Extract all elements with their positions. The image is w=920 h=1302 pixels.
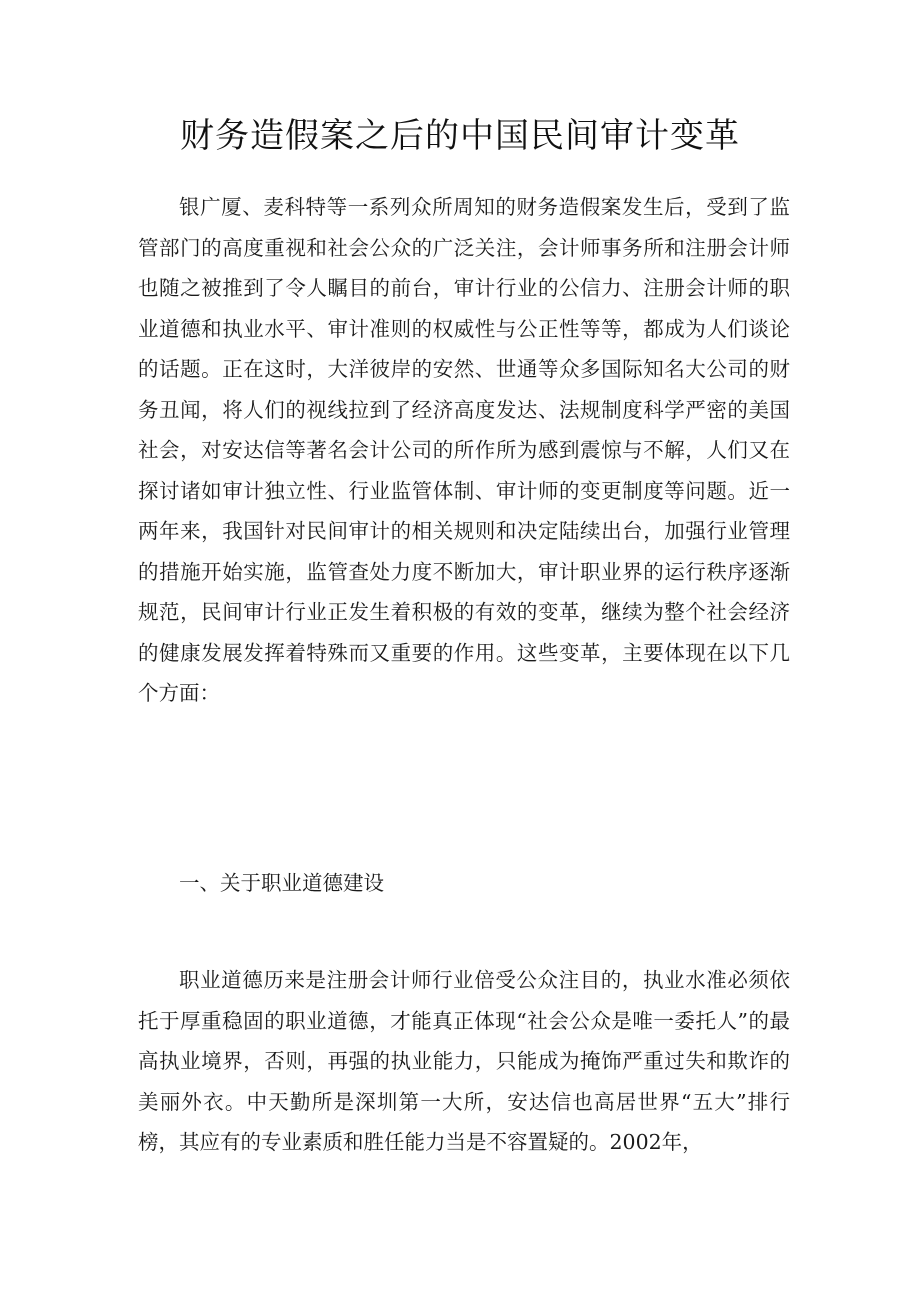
document-title: 财务造假案之后的中国民间审计变革: [180, 116, 740, 156]
section-heading-professional-ethics: 一、关于职业道德建设: [179, 871, 384, 895]
paragraph-intro: 银广厦、麦科特等一系列众所周知的财务造假案发生后，受到了监管部门的高度重视和社会公众的广泛关注，会计师事务所和注册会计师也随之被推到了令人瞩目的前台，审计行业的公信力、注册会计师的职业道德和执业水平、审计准则的权威性与公正性等等，都成为人们谈论的话题。正在这时，大洋彼岸的安然、世通等众多国际知名大公司的财务丑闻，将人们的视线拉到了经济高度发达、法规制度科学严密的美国社会，对安达信等著名会计公司的所作所为感到震惊与不解，人们又在探讨诸如审计独立性、行业监管体制、审计师的变更制度等问题。近一两年来，我国针对民间审计的相关规则和决定陆续出台，加强行业管理的措施开始实施，监管查处力度不断加大，审计职业界的运行秩序逐渐规范，民间审计行业正发生着积极的有效的变革，继续为整个社会经济的健康发展发挥着特殊而又重要的作用。这些变革，主要体现在以下几个方面：: [138, 195, 790, 705]
paragraph-professional-ethics: 职业道德历来是注册会计师行业倍受公众注目的，执业水准必须依托于厚重稳固的职业道德，才能真正体现“社会公众是唯一委托人”的最高执业境界，否则，再强的执业能力，只能成为掩饰严重过失和欺诈的美丽外衣。中天勤所是深圳第一大所，安达信也高居世界“五大”排行榜，其应有的专业素质和胜任能力当是不容置疑的。2002年，: [138, 968, 790, 1154]
